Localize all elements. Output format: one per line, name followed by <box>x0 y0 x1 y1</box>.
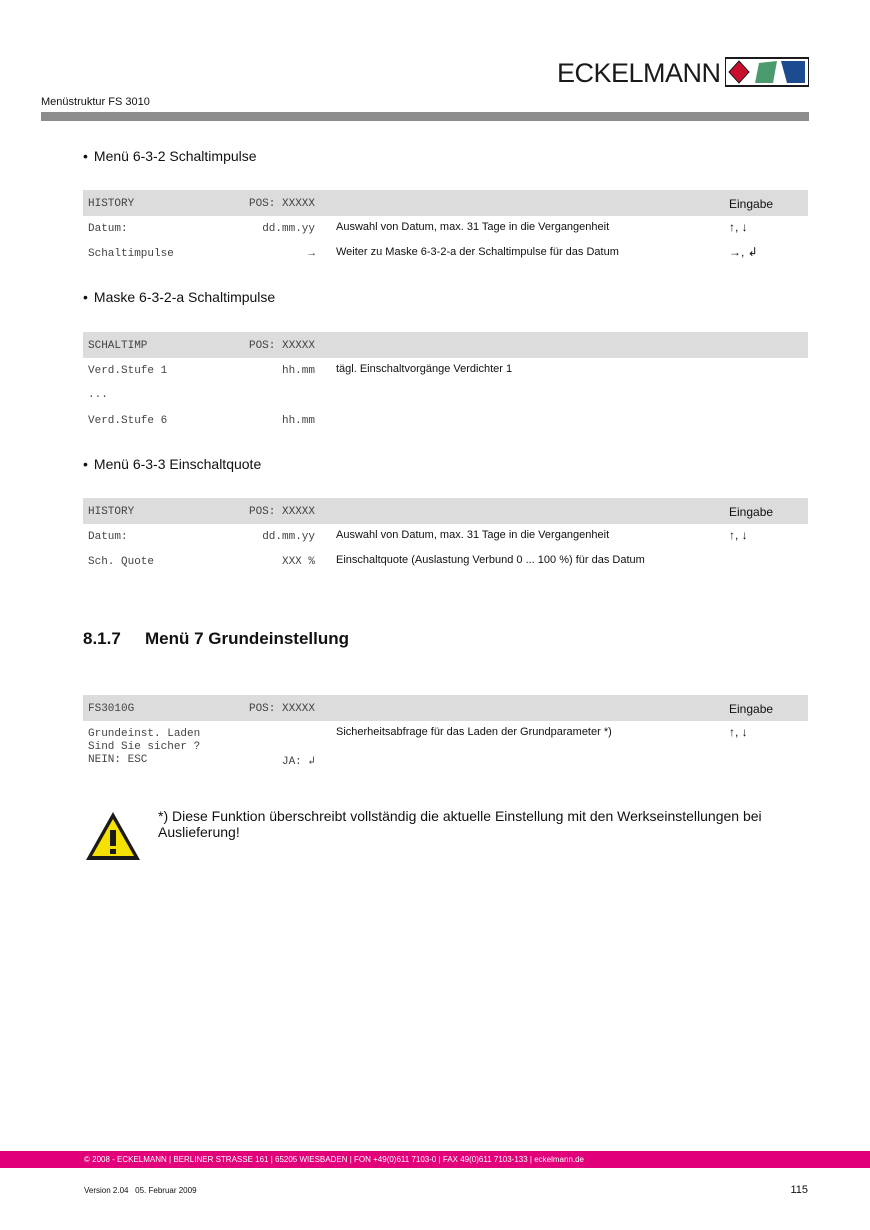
pos-field: POS: XXXXX <box>248 340 315 352</box>
bullet-label: Maske 6-3-2-a Schaltimpulse <box>93 289 276 305</box>
document-title: Menüstruktur FS 3010 <box>41 96 150 108</box>
menu-table-7 <box>83 695 808 773</box>
row-display: Schaltimpulse <box>88 248 174 260</box>
section-number: 8.1.7 <box>83 629 121 648</box>
table-row <box>83 216 808 241</box>
row-value: hh.mm <box>281 415 315 427</box>
table-header-row <box>83 332 808 358</box>
table-row <box>83 241 808 266</box>
header-divider <box>41 112 809 121</box>
pos-field: POS: XXXXX <box>248 198 315 210</box>
row-description: Sicherheitsabfrage für das Laden der Grundparameter *) <box>336 726 612 738</box>
table-header-row <box>83 498 808 524</box>
section-title: Menü 7 Grundeinstellung <box>145 629 350 648</box>
table-row <box>83 358 808 382</box>
table-row <box>83 721 808 773</box>
table-header-row <box>83 695 808 721</box>
display-line: Sind Sie sicher ? <box>88 741 201 753</box>
row-input-keys: →, ↲ <box>729 245 758 259</box>
section-heading <box>83 629 349 649</box>
row-value: dd.mm.yy <box>262 531 315 543</box>
row-description: tägl. Einschaltvorgänge Verdichter 1 <box>336 363 513 375</box>
row-description: Weiter zu Maske 6-3-2-a der Schaltimpulse für das Datum <box>336 246 619 258</box>
row-display: Datum: <box>88 531 128 543</box>
display-line: Grundeinst. Laden <box>88 728 201 740</box>
table-row <box>83 524 808 549</box>
bullet-dot: • <box>83 289 88 305</box>
warning-triangle-icon <box>84 810 142 862</box>
menu-table-6-3-2 <box>83 190 808 266</box>
row-value: → <box>308 248 315 260</box>
input-column-header: Eingabe <box>729 702 774 716</box>
row-display: Sch. Quote <box>88 556 155 568</box>
menu-table-6-3-3 <box>83 498 808 574</box>
menu-table-6-3-2-a <box>83 332 808 432</box>
row-display: Verd.Stufe 1 <box>88 365 168 377</box>
warning-text: *) Diese Funktion überschreibt vollständig die aktuelle Einstellung mit den Werkseinstellungen bei Auslieferung! <box>158 808 762 840</box>
row-description: Einschaltquote (Auslastung Verbund 0 ... 100 %) für das Datum <box>336 554 645 566</box>
row-display: ... <box>88 389 108 401</box>
row-value: dd.mm.yy <box>262 223 315 235</box>
row-description: Auswahl von Datum, max. 31 Tage in die Vergangenheit <box>336 221 610 233</box>
row-display: Datum: <box>88 223 128 235</box>
table-row <box>83 549 808 574</box>
input-column-header: Eingabe <box>729 505 774 519</box>
screen-name: HISTORY <box>88 198 135 210</box>
pos-field: POS: XXXXX <box>248 506 315 518</box>
bullet-mask-6-3-2-a <box>83 289 275 305</box>
row-value: XXX % <box>281 556 315 568</box>
row-input-keys: ↑, ↓ <box>729 220 748 234</box>
display-line: NEIN: ESC <box>88 754 148 766</box>
input-column-header: Eingabe <box>729 197 774 211</box>
screen-name: SCHALTIMP <box>88 340 148 352</box>
row-description: Auswahl von Datum, max. 31 Tage in die Vergangenheit <box>336 529 610 541</box>
row-value: JA: ↲ <box>281 756 315 768</box>
bullet-menu-6-3-2 <box>83 148 257 164</box>
bullet-dot: • <box>83 456 88 472</box>
row-value: hh.mm <box>281 365 315 377</box>
table-row <box>83 408 808 432</box>
company-logo-icon <box>725 57 809 87</box>
footer-contact-text: © 2008 - ECKELMANN | BERLINER STRASSE 161 | 65205 WIESBADEN | FON +49(0)611 7103-0 | FAX 49(0)611 7103-133 | eckelmann.de <box>84 1155 585 1164</box>
row-input-keys: ↑, ↓ <box>729 528 748 542</box>
bullet-label: Menü 6-3-3 Einschaltquote <box>93 456 262 472</box>
table-header-row <box>83 190 808 216</box>
screen-name: FS3010G <box>88 703 135 715</box>
table-row <box>83 382 808 408</box>
version-info: Version 2.04 05. Februar 2009 <box>84 1186 197 1195</box>
bullet-menu-6-3-3 <box>83 456 261 472</box>
company-logo-text: ECKELMANN <box>557 58 721 88</box>
screen-name: HISTORY <box>88 506 135 518</box>
row-input-keys: ↑, ↓ <box>729 725 748 739</box>
row-display: Verd.Stufe 6 <box>88 415 168 427</box>
bullet-dot: • <box>83 148 88 164</box>
page-number: 115 <box>790 1184 808 1196</box>
bullet-label: Menü 6-3-2 Schaltimpulse <box>93 148 257 164</box>
pos-field: POS: XXXXX <box>248 703 315 715</box>
